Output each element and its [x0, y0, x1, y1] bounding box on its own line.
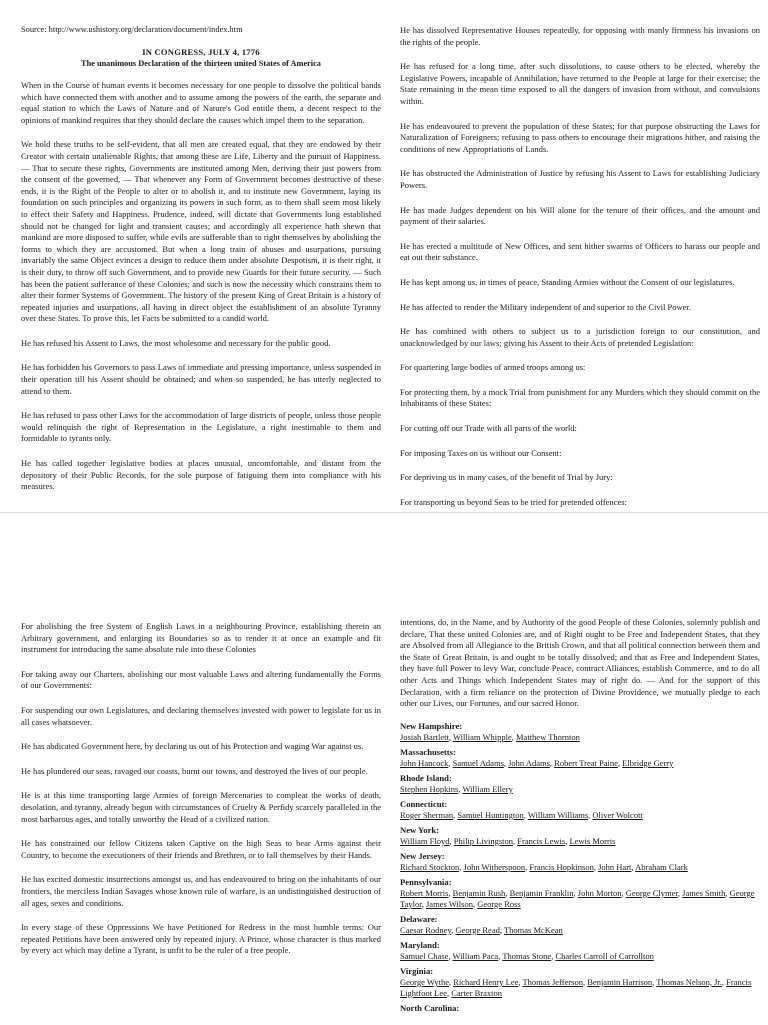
- signer-name: George Taylor: [400, 887, 755, 909]
- paragraph: He has combined with others to subject us to a jurisdiction foreign to our constitution, and unacknowledged by our laws; giving his Assent to their Acts of pretended Legislation:: [400, 326, 760, 348]
- paragraph: He has called together legislative bodies at places unusual, uncomfortable, and distant from the depository of their Public Records, for the sole purpose of fatiguing them into compliance with his measures.: [21, 458, 381, 492]
- signer-name: Roger Sherman: [400, 809, 454, 820]
- paragraph: He has excited domestic insurrections amongst us, and has endeavoured to bring on the inhabitants of our frontiers, the merciless Indian Savages whose known rule of warfare, is an undistinguished destruction of all ages, sexes and conditions.: [21, 874, 381, 908]
- signer-name: William Paca: [452, 950, 499, 961]
- signer-name: Thomas McKean: [503, 924, 563, 935]
- signer-name: Lewis Morris: [569, 835, 616, 846]
- signer-name: Francis Lightfoot Lee: [400, 976, 752, 998]
- paragraph: He has constrained our fellow Citizens taken Captive on the high Seas to bear Arms against their Country, to become the executioners of their friends and Brethren, or to fall themselves by their Hands.: [21, 838, 381, 860]
- signer-name: John Hart: [598, 861, 632, 872]
- signer-name: Benjamin Rush: [452, 887, 506, 898]
- signer-list: John Hancock, Samuel Adams, John Adams, Robert Treat Paine, Elbridge Gerry: [400, 757, 674, 768]
- paragraph: He has abdicated Government here, by declaring us out of his Protection and waging War against us.: [21, 741, 364, 752]
- signer-name: William Whipple: [452, 731, 512, 742]
- state-name: Virginia:: [400, 965, 434, 976]
- paragraph: He has made Judges dependent on his Will alone for the tenure of their offices, and the amount and payment of their salaries.: [400, 204, 760, 227]
- paragraph: He has refused his Assent to Laws, the most wholesome and necessary for the public good.: [21, 337, 331, 348]
- state-name: Pennsylvania:: [400, 876, 452, 887]
- state-name: Connecticut:: [400, 798, 448, 809]
- document-page-top: [0, 0, 768, 512]
- signer-name: John Witherspoon: [463, 861, 526, 872]
- signer-name: William Floyd: [400, 835, 450, 846]
- paragraph: He has affected to render the Military independent of and superior to the Civil Power.: [400, 301, 691, 312]
- signer-name: Josiah Bartlett: [400, 731, 449, 742]
- state-name: North Carolina:: [400, 1002, 460, 1013]
- signer-list: Samuel Chase, William Paca, Thomas Stone, Charles Carroll of Carrollton: [400, 950, 654, 961]
- paragraph: We hold these truths to be self-evident, that all men are created equal, that they are endowed by their Creator with certain unalienable Rights, that among these are Life, Liberty and the pursuit of Happiness. — That to secure these rights, Governments are instituted among Men, deriving their just powers from the consent of the governed, — That whenever any Form of Government becomes destructive of these ends, it is the Right of the People to alter or to abolish it, and to institute new Government, laying its foundation on such principles and organizing its powers in such form, as to them shall seem most likely to effect their Safety and Happiness. Prudence, indeed, will dictate that Governments long established should not be changed for light and transient causes; and accordingly all experience hath shewn that mankind are more disposed to suffer, while evils are sufferable than to right themselves by abolishing the forms to which they are accustomed. But when a long train of abuses and usurpations, pursuing invariably the same Object evinces a design to reduce them under absolute Despotism, it is their right, it is their duty, to throw off such Government, and to provide new Guards for their future security. — Such has been the patient sufferance of these Colonies; and such is now the necessity which constrains them to alter their former Systems of Government. The history of the present King of Great Britain is a history of repeated injuries and usurpations, all having in direct object the establishment of an absolute Tyranny over these States. To prove this, let Facts be submitted to a candid world.: [21, 139, 381, 324]
- signer-name: George Read: [455, 924, 500, 935]
- signer-name: William Ellery: [462, 783, 513, 794]
- signer-name: Benjamin Franklin: [509, 887, 574, 898]
- paragraph: He has forbidden his Governors to pass Laws of immediate and pressing importance, unless suspended in their operation till his Assent should be obtained; and when so suspended, he has utterly neglected to attend to them.: [21, 362, 381, 396]
- paragraph: He has erected a multitude of New Offices, and sent hither swarms of Officers to harass our people and eat out their substance.: [400, 240, 760, 263]
- paragraph: For protecting them, by a mock Trial from punishment for any Murders which they should commit on the Inhabitants of these States:: [400, 386, 760, 409]
- document-subtitle: The unanimous Declaration of the thirteen united States of America: [81, 59, 321, 68]
- signer-name: Oliver Wolcott: [592, 809, 643, 820]
- paragraph: In every stage of these Oppressions We have Petitioned for Redress in the most humble terms: Our repeated Petitions have been answered only by repeated injury. A Prince, whose character is thus marked by every act which may define a Tyrant, is unfit to be the ruler of a free people.: [21, 922, 381, 956]
- signer-list: Stephen Hopkins, William Ellery: [400, 783, 513, 794]
- signer-name: Thomas Stone: [502, 950, 552, 961]
- signer-name: Robert Morris: [400, 887, 449, 898]
- paragraph: For imposing Taxes on us without our Consent:: [400, 447, 562, 458]
- paragraph: When in the Course of human events it becomes necessary for one people to dissolve the political bands which have connected them with another and to assume among the powers of the earth, the separate and equal station to which the Laws of Nature and of Nature's God entitle them, a decent respect to the opinions of mankind requires that they should declare the causes which impel them to the separation.: [21, 80, 381, 125]
- source-line: Source: http://www.ushistory.org/declaration/document/index.htm: [21, 25, 243, 34]
- declaration-conclusion: intentions, do, in the Name, and by Authority of the good People of these Colonies, solemnly publish and declare, That these united Colonies are, and of Right ought to be Free and Independent States, that they are Absolved from all Allegiance to the British Crown, and that all political connection between them and the State of Great Britain, is and ought to be totally dissolved; and that as Free and Independent States, they have full Power to levy War, conclude Peace, contract Alliances, establish Commerce, and to do all other Acts and Things which Independent States may of right do. — And for the support of this Declaration, with a firm reliance on the protection of Divine Providence, we mutually pledge to each other our Lives, our Fortunes, and our sacred Honor.: [400, 617, 760, 709]
- signer-name: George Clymer: [625, 887, 678, 898]
- signers-block: [400, 721, 760, 1014]
- body-text: [21, 80, 381, 493]
- state-name: Massachusetts:: [400, 746, 456, 757]
- signer-name: John Hancock: [400, 757, 449, 768]
- paragraph: He has kept among us, in times of peace, Standing Armies without the Consent of our legislatures.: [400, 276, 735, 287]
- left-column: [21, 25, 381, 506]
- signer-list: Robert Morris, Benjamin Rush, Benjamin Franklin, John Morton, George Clymer, James Smith, George Taylor, James Wilson, George Ross: [400, 887, 755, 909]
- signer-name: Charles Carroll of Carrollton: [555, 950, 654, 961]
- signer-name: Richard Stockton: [400, 861, 460, 872]
- paragraph: He has obstructed the Administration of Justice by refusing his Assent to Laws for establishing Judiciary Powers.: [400, 168, 760, 190]
- signer-name: Thomas Jefferson: [522, 976, 583, 987]
- signer-name: Stephen Hopkins: [400, 783, 459, 794]
- signer-list: Josiah Bartlett, William Whipple, Matthew Thornton: [400, 731, 580, 742]
- paragraph: He has plundered our seas, ravaged our coasts, burnt our towns, and destroyed the lives of our people.: [21, 765, 368, 776]
- document-page-bottom: [0, 512, 768, 1025]
- signer-name: Matthew Thornton: [516, 731, 580, 742]
- state-name: Rhode Island:: [400, 772, 452, 783]
- paragraph: He has endeavoured to prevent the population of these States; for that purpose obstructing the Laws for Naturalization of Foreigners; refusing to pass others to encourage their migrations hither, and raising the conditions of new Appropriations of Lands.: [400, 120, 760, 154]
- signer-list: George Wythe, Richard Henry Lee, Thomas Jefferson, Benjamin Harrison, Thomas Nelson, Jr., Francis Lightfoot Lee, Carter Braxton: [400, 976, 752, 998]
- signer-name: John Morton: [577, 887, 622, 898]
- paragraph: For depriving us in many cases, of the benefit of Trial by Jury:: [400, 472, 613, 483]
- signer-name: George Wythe: [400, 976, 449, 987]
- paragraph: For quartering large bodies of armed troops among us:: [400, 362, 586, 373]
- signer-name: James Wilson: [425, 898, 473, 909]
- signer-name: Francis Lewis: [517, 835, 566, 846]
- state-name: New Jersey:: [400, 850, 445, 861]
- body-text: [400, 25, 760, 508]
- signer-name: Samuel Chase: [400, 950, 449, 961]
- paragraph: For taking away our Charters, abolishing our most valuable Laws and altering fundamentally the Forms of our Governments:: [21, 668, 381, 691]
- paragraph: He has dissolved Representative Houses repeatedly, for opposing with manly firmness his invasions on the rights of the people.: [400, 25, 760, 47]
- signer-name: William Williams: [527, 809, 589, 820]
- signer-name: Francis Hopkinson: [529, 861, 594, 872]
- signer-name: Elbridge Gerry: [622, 757, 674, 768]
- paragraph: He is at this time transporting large Armies of foreign Mercenaries to compleat the works of death, desolation, and tyranny, already begun with circumstances of Cruelty & Perfidy scarcely paralleled in the most barbarous ages, and totally unworthy the Head of a civilized nation.: [21, 790, 381, 824]
- paragraph: He has refused to pass other Laws for the accommodation of large districts of people, unless those people would relinquish the right of Representation in the Legislature, a right inestimable to them and formidable to tyrants only.: [21, 410, 381, 444]
- signer-name: Abraham Clark: [635, 861, 688, 872]
- signer-name: Benjamin Harrison: [587, 976, 653, 987]
- paragraph: He has refused for a long time, after such dissolutions, to cause others to be elected, whereby the Legislative Powers, incapable of Annihilation, have returned to the People at large for their exercise; the State remaining in the mean time exposed to all the dangers of invasion from without, and convulsions within.: [400, 61, 760, 106]
- signer-name: Robert Treat Paine: [554, 757, 618, 768]
- state-name: Delaware:: [400, 913, 438, 924]
- signer-name: Carter Braxton: [451, 987, 502, 998]
- signer-name: John Adams: [508, 757, 550, 768]
- state-name: New York:: [400, 824, 440, 835]
- right-column: [400, 25, 760, 512]
- paragraph: For cutting off our Trade with all parts of the world:: [400, 423, 577, 434]
- left-column: [21, 621, 381, 970]
- document-title: IN CONGRESS, JULY 4, 1776: [142, 47, 260, 57]
- body-text: [21, 621, 381, 957]
- signer-list: Caesar Rodney, George Read, Thomas McKean: [400, 924, 563, 935]
- signer-name: Philip Livingston: [453, 835, 514, 846]
- state-name: New Hampshire:: [400, 720, 463, 731]
- paragraph: For transporting us beyond Seas to be tried for pretended offences:: [400, 496, 627, 507]
- signer-list: William Floyd, Philip Livingston, Francis Lewis, Lewis Morris: [400, 835, 616, 846]
- signer-name: James Smith: [682, 887, 726, 898]
- paragraph: For abolishing the free System of English Laws in a neighbouring Province, establishing therein an Arbitrary government, and enlarging its Boundaries so as to render it at once an example and fit instrument for introducing the same absolute rule into these Colonies: [21, 621, 381, 655]
- signer-name: Samuel Huntington: [457, 809, 524, 820]
- signer-name: Richard Henry Lee: [453, 976, 519, 987]
- signer-list: Roger Sherman, Samuel Huntington, William Williams, Oliver Wolcott: [400, 809, 643, 820]
- paragraph: For suspending our own Legislatures, and declaring themselves invested with power to legislate for us in all cases whatsoever.: [21, 704, 381, 727]
- right-column: [400, 617, 760, 1014]
- signer-list: Richard Stockton, John Witherspoon, Francis Hopkinson, John Hart, Abraham Clark: [400, 861, 688, 872]
- state-name: Maryland:: [400, 939, 440, 950]
- signer-name: Samuel Adams: [452, 757, 504, 768]
- signer-name: Caesar Rodney: [400, 924, 452, 935]
- signer-name: Thomas Nelson, Jr.: [656, 976, 722, 987]
- signer-name: George Ross: [477, 898, 521, 909]
